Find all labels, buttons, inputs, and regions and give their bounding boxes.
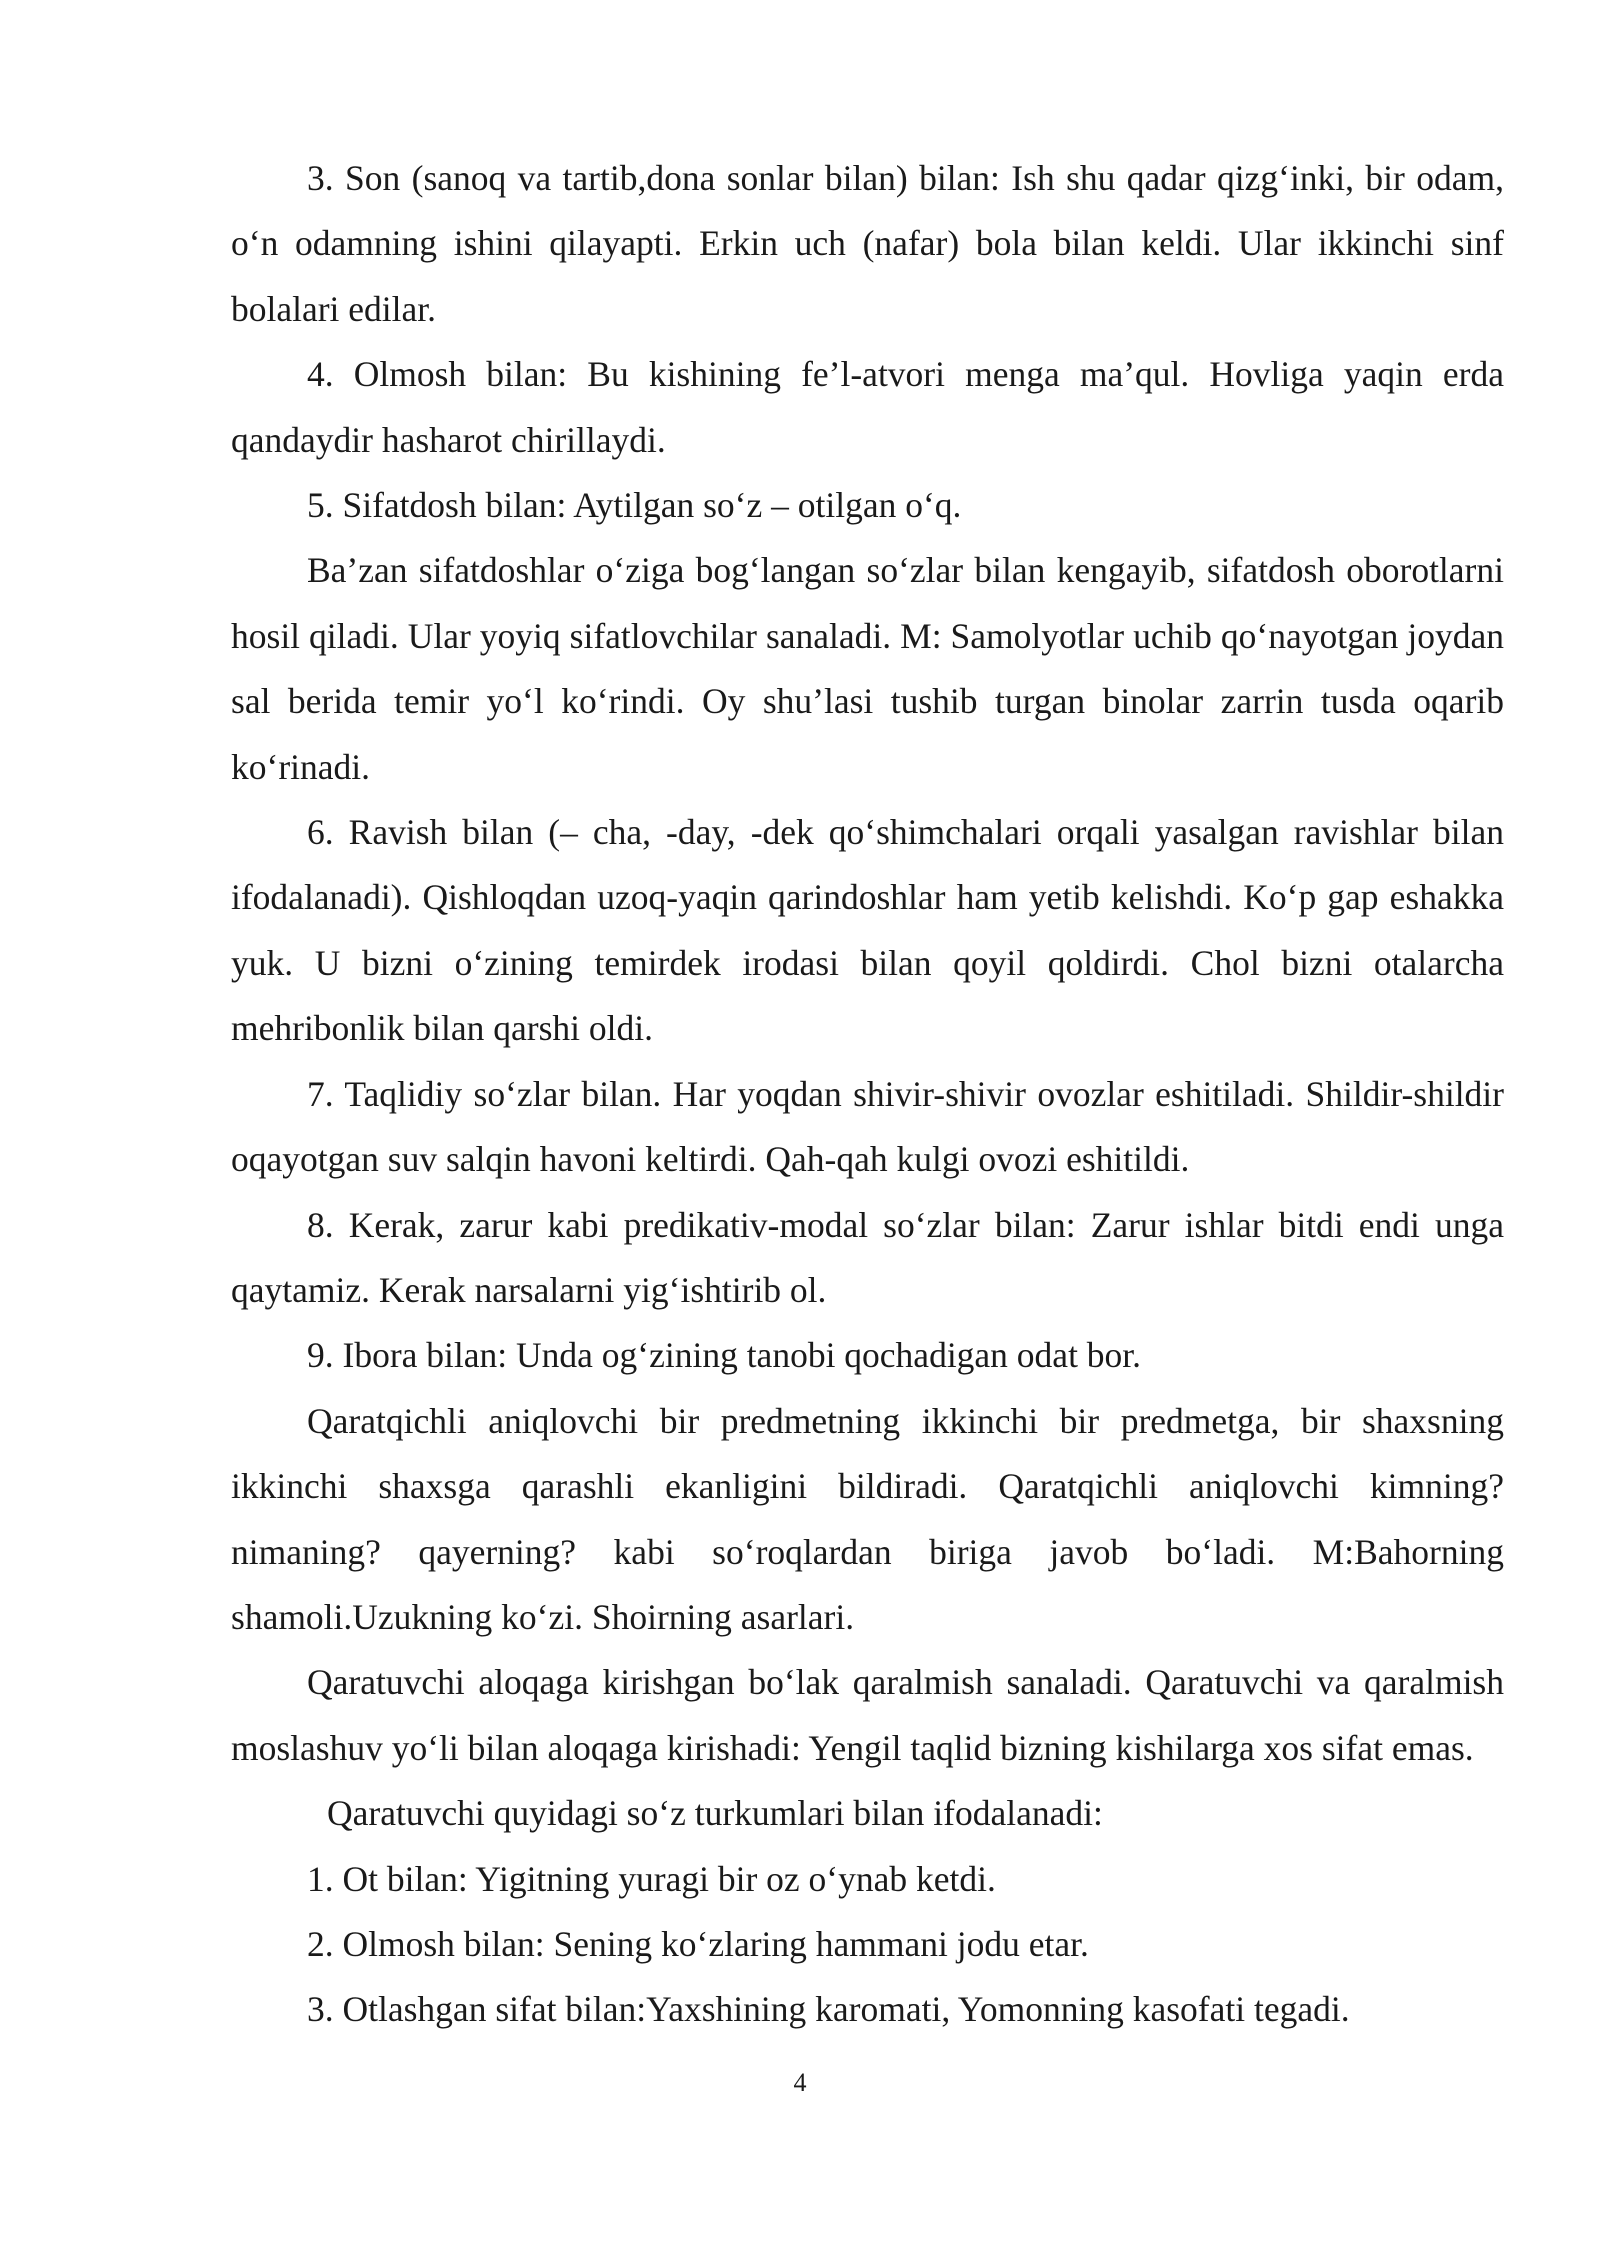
paragraph-sifatdosh-oborot: Ba’zan sifatdoshlar o‘ziga bog‘langan so‘zlar bilan kengayib, sifatdosh oborotlarni hosil qiladi. Ular yoyiq sifatlovchilar sanaladi. M: Samolyotlar uchib qo‘nayotgan joydan sal berida temir yo‘l ko‘rindi. Oy shu’lasi tushib turgan binolar zarrin tusda oqarib ko‘rinadi.	[231, 550, 1504, 787]
page-number: 4	[793, 2068, 807, 2097]
paragraph-ibora: 9. Ibora bilan: Unda og‘zining tanobi qochadigan odat bor.	[307, 1335, 1142, 1376]
paragraph-qaratuvchi-aloqa: Qaratuvchi aloqaga kirishgan bo‘lak qaralmish sanaladi. Qaratuvchi va qaralmish moslashuv yo‘li bilan aloqaga kirishadi: Yengil taqlid bizning kishilarga xos sifat emas.	[231, 1662, 1504, 1768]
list-item-otlashgan-sifat: 3. Otlashgan sifat bilan:Yaxshining karomati, Yomonning kasofati tegadi.	[307, 1989, 1350, 2030]
document-body	[231, 146, 1504, 2043]
paragraph-qaratqichli: Qaratqichli aniqlovchi bir predmetning ikkinchi bir predmetga, bir shaxsning ikkinchi shaxsga qarashli ekanligini bildiradi. Qaratqichli aniqlovchi kimning? nimaning? qayerning? kabi so‘roqlardan biriga javob bo‘ladi. M:Bahorning shamoli.Uzukning ko‘zi. Shoirning asarlari.	[231, 1400, 1504, 1637]
paragraph-sifatdosh: 5. Sifatdosh bilan: Aytilgan so‘z – otilgan o‘q.	[307, 485, 962, 526]
paragraph-olmosh: 4. Olmosh bilan: Bu kishining fe’l-atvori menga ma’qul. Hovliga yaqin erda qandaydir hasharot chirillaydi.	[231, 354, 1504, 460]
list-item-olmosh: 2. Olmosh bilan: Sening ko‘zlaring hammani jodu etar.	[307, 1923, 1089, 1964]
list-item-ot: 1. Ot bilan: Yigitning yuragi bir oz o‘ynab ketdi.	[307, 1858, 996, 1899]
paragraph-ravish: 6. Ravish bilan (– cha, -day, -dek qo‘shimchalari orqali yasalgan ravishlar bilan ifodalanadi). Qishloqdan uzoq-yaqin qarindoshlar ham yetib kelishdi. Ko‘p gap eshakka yuk. U bizni o‘zining temirdek irodasi bilan qoyil qoldirdi. Chol bizni otalarcha mehribonlik bilan qarshi oldi.	[231, 812, 1504, 1049]
paragraph-son: 3. Son (sanoq va tartib,dona sonlar bilan) bilan: Ish shu qadar qizg‘inki, bir odam, o‘n odamning ishini qilayapti. Erkin uch (nafar) bola bilan keldi. Ular ikkinchi sinf bolalari edilar.	[231, 158, 1504, 329]
paragraph-qaratuvchi-turkum: Qaratuvchi quyidagi so‘z turkumlari bilan ifodalanadi:	[327, 1793, 1103, 1834]
paragraph-modal: 8. Kerak, zarur kabi predikativ-modal so‘zlar bilan: Zarur ishlar bitdi endi unga qaytamiz. Kerak narsalarni yig‘ishtirib ol.	[231, 1204, 1504, 1310]
paragraph-taqlidiy: 7. Taqlidiy so‘zlar bilan. Har yoqdan shivir-shivir ovozlar eshitiladi. Shildir-shildir oqayotgan suv salqin havoni keltirdi. Qah-qah kulgi ovozi eshitildi.	[231, 1073, 1504, 1180]
